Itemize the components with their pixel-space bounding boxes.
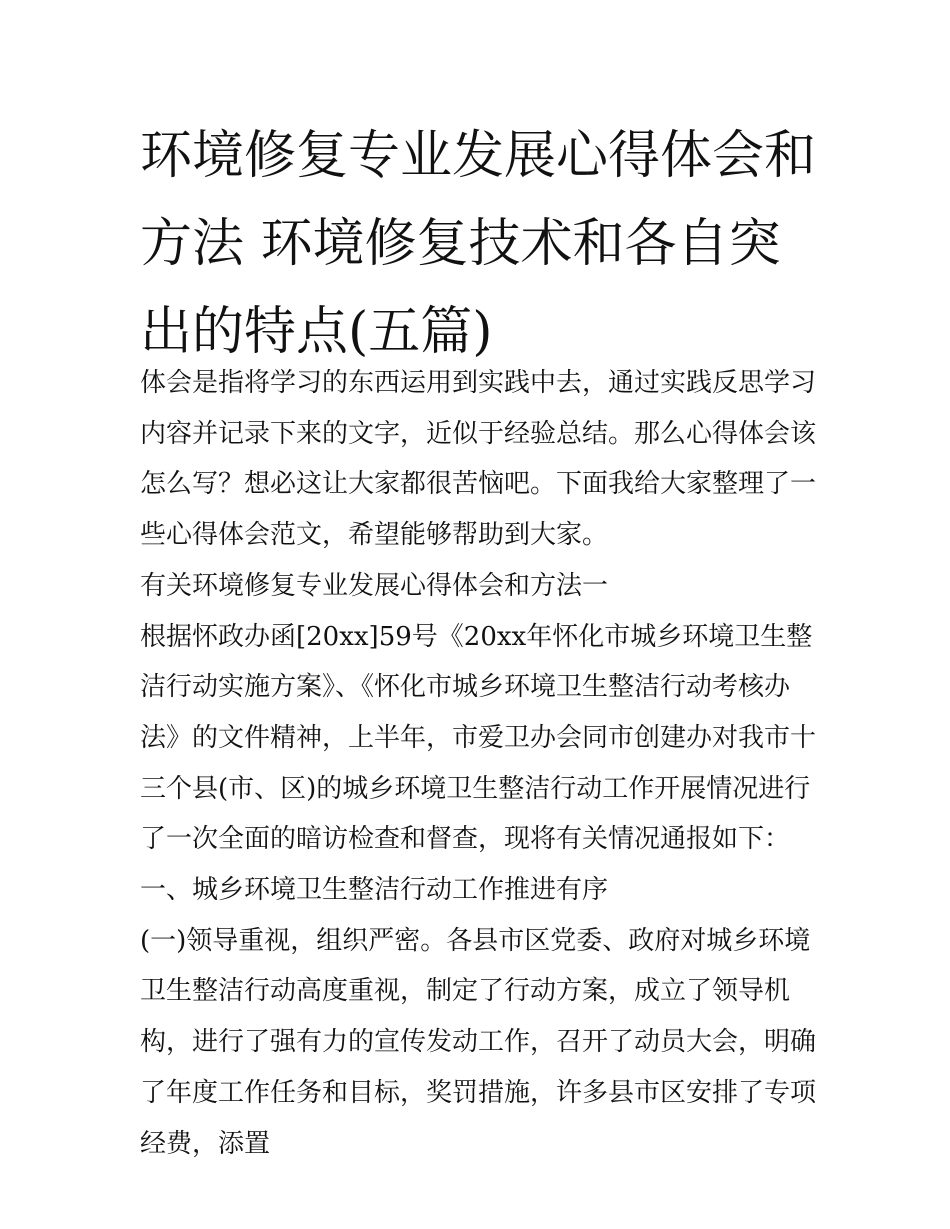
intro-paragraph: 体会是指将学习的东西运用到实践中去，通过实践反思学习内容并记录下来的文字，近似于经验总结。那么心得体会该怎么写？想必这让大家都很苦恼吧。下面我给大家整理了一些心得体会范文，希望能够帮助到大家。: [140, 368, 817, 551]
body-paragraph: (一)领导重视，组织严密。各县市区党委、政府对城乡环境卫生整洁行动高度重视，制定了行动方案，成立了领导机构，进行了强有力的宣传发动工作，召开了动员大会，明确了年度工作任务和目标，奖罚措施，许多县市区安排了专项经费，添置: [140, 925, 817, 1159]
body-paragraph: 根据怀政办函[20xx]59号《20xx年怀化市城乡环境卫生整洁行动实施方案》、《怀化市城乡环境卫生整洁行动考核办法》的文件精神，上半年，市爱卫办会同市创建办对我市十三个县(市、区)的城乡环境卫生整洁行动工作开展情况进行了一次全面的暗访检查和督查，现将有关情况通报如下：: [140, 621, 817, 855]
section-heading-1: 有关环境修复专业发展心得体会和方法一: [140, 570, 609, 601]
subsection-heading: 一、城乡环境卫生整洁行动工作推进有序: [140, 875, 609, 906]
document-title: 环境修复专业发展心得体会和方法 环境修复技术和各自突出的特点(五篇): [140, 126, 817, 362]
document-body: [140, 358, 820, 1169]
